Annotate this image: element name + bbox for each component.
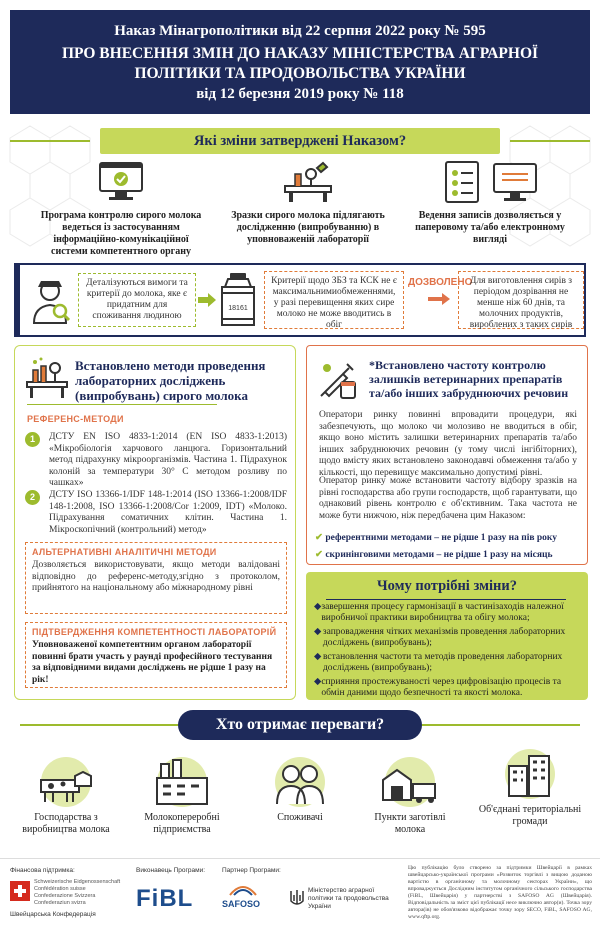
benefit-processors <box>128 756 236 836</box>
lab-competence-text: Уповноваженої компетентним органом лабораторії повинні брати участь у раунді професійного тестування за відповідними видами досліджень не рідше 1 разу на рік! <box>32 640 273 685</box>
somatic-criteria-text: Критерії щодо ЗБЗ та КСК не є максимальнимиобмеженнями, у разі перевищення яких сире молоко не може вводитись в обіг <box>271 276 397 330</box>
swiss-line: Confédération suisse <box>34 886 86 892</box>
milk-can-icon <box>218 271 258 329</box>
partner-label: Партнер Програми: <box>222 867 281 874</box>
benefit-label: Пункти заготівлі молока <box>374 812 446 835</box>
arrow-right-icon <box>198 293 216 307</box>
order-subtitle-line2: ПОЛІТИКИ ТА ПРОДОВОЛЬСТВА УКРАЇНИ <box>134 65 466 82</box>
benefit-label: Об'єднані територіальні громади <box>478 804 582 827</box>
benefit-consumers <box>252 756 348 824</box>
lab-microscope-icon <box>281 160 335 204</box>
residues-panel <box>306 345 588 565</box>
arrow-right-icon <box>428 293 450 305</box>
milk-criteria-text: Деталізуються вимоги та критерії до молока, яке є придатним для споживання людиною <box>86 278 188 321</box>
freq-item <box>315 532 587 543</box>
swiss-line: Schweizerische Eidgenossenschaft <box>34 879 121 885</box>
allowed-label: ДОЗВОЛЕНО <box>408 277 473 288</box>
alt-methods-text: Дозволяється використовувати, якщо методи валідовані відповідно до референс-методу,згідно з протоколом, прийнятого на національному або міжнародному рівні <box>32 560 280 593</box>
benefit-collection-points <box>360 756 460 836</box>
check-icon: ✔ <box>315 533 323 543</box>
lab-competence-box <box>25 622 287 688</box>
benefit-communities <box>474 748 586 828</box>
implementer-label: Виконавець Програми: <box>136 867 206 874</box>
changes-title: Які зміни затверджені Наказом? <box>193 133 407 149</box>
benefit-farms <box>14 756 118 836</box>
inspector-magnifier-icon <box>28 275 72 325</box>
truck-point-icon <box>375 756 445 808</box>
ref-method-1 <box>25 432 287 490</box>
document-checklist-icon <box>440 160 540 204</box>
bullet-icon: ◆ <box>314 602 322 612</box>
alt-methods-box <box>25 542 287 614</box>
bullet-icon: ◆ <box>314 627 322 637</box>
somatic-criteria-box <box>264 271 404 329</box>
swiss-flag-icon <box>10 881 30 901</box>
why-title: Чому потрібні зміни? <box>377 578 517 594</box>
change-item-lab <box>228 160 388 246</box>
order-subtitle-line1: ПРО ВНЕСЕННЯ ЗМІН ДО НАКАЗУ МІНІСТЕРСТВА АГРАРНОЇ <box>61 45 539 62</box>
methods-panel <box>14 345 296 700</box>
freq-item <box>315 549 587 560</box>
benefits-title-bar <box>178 710 422 740</box>
why-item-text: встановлення частоти та методів проведення лабораторних досліджень (випробувань); <box>322 652 563 673</box>
divider <box>326 599 566 600</box>
bullet-icon: ◆ <box>314 652 322 662</box>
farm-cow-icon <box>31 756 101 808</box>
disclaimer-text: Цю публікацію було створено за підтримки Швейцарії в рамках швейцарсько-української програми «Розвиток торгівлі з вищою доданою вартістю в органічному та молочному секторах України», що впроваджується Дослідним інститутом органічного сільського господарства (FiBL, Швейцарія) у партнерстві з SAFOSO AG (Швейцарія). Відповідальність за зміст цієї публікації несе виключно автор(и). Точка зору автора(ів) не обов'язково відображає точку зору SECO, FiBL, SAFOSO AG, www.qftp.org. <box>408 865 592 920</box>
benefit-label: Господарства з виробництва молока <box>22 812 110 835</box>
freq-text: референтними методами – не рідше 1 разу на пів року <box>325 533 558 543</box>
methods-title: Встановлено методи проведення лабораторних досліджень (випробувань) сирого молока <box>75 358 266 403</box>
consumers-icon <box>265 756 335 808</box>
order-title: Наказ Мінагрополітики від 22 серпня 2022 року № 595 <box>114 23 486 39</box>
swiss-line: Confederazione Svizzera <box>34 893 96 899</box>
ukraine-trident-icon <box>290 889 304 907</box>
cheese-exception-text: Для виготовлення сирів з періодом дозрівання не менше ніж 60 днів, та молочних продуктів, вироблених з таких сирів <box>469 276 573 330</box>
swiss-confederation-lines <box>34 879 120 907</box>
why-item-text: завершення процесу гармонізації в частинізаходів належної виробничої практики виробництва та обігу молока; <box>321 602 564 623</box>
change-item-records <box>410 160 570 246</box>
footer <box>0 858 600 940</box>
ref-method-number: 1 <box>25 432 40 447</box>
monitor-check-icon <box>97 160 145 204</box>
milk-criteria-box <box>78 273 196 327</box>
benefit-label: Споживачі <box>277 812 323 823</box>
safoso-logo: SAFOSO <box>222 899 261 909</box>
check-icon: ✔ <box>315 550 323 560</box>
order-date: від 12 березня 2019 року № 118 <box>196 86 404 102</box>
changes-title-bar <box>100 128 500 154</box>
ref-method-text: ДСТУ EN ISO 4833-1:2014 (EN ISO 4833-1:2013) «Мікробіологія харчового ланцюга. Горизонтальний метод підрахунку мікроорганізмів. Частина 1. Підрахунок колоній за температури 30° С методом розливу по чашках» <box>49 432 287 488</box>
why-item <box>314 652 584 674</box>
requirements-row <box>14 263 586 337</box>
lab-bench-icon <box>25 356 69 400</box>
change-item-text: Ведення записів дозволяється у паперовому та/або електронному вигляді <box>415 210 565 245</box>
change-item-ics <box>36 160 206 258</box>
divider <box>27 404 217 405</box>
divider <box>20 724 178 726</box>
header-banner <box>10 10 590 114</box>
ref-methods-heading: РЕФЕРЕНС-МЕТОДИ <box>27 414 124 424</box>
cheese-exception-box <box>458 271 584 329</box>
can-label: 18161 <box>228 305 248 312</box>
residues-title: *Встановлено частоту контролю залишків ветеринарних препаратів та/або інших забруднюючих речовин <box>369 358 569 400</box>
why-list <box>314 602 584 699</box>
ref-method-number: 2 <box>25 490 40 505</box>
why-item <box>314 677 584 699</box>
safoso-logo-icon <box>228 883 258 897</box>
residues-paragraph-2: Оператор ринку може встановити частоту відбору зразків на рівні господарства або групи господарств, щоб гарантувати, що однаковий рівень контролю є об'єктивним. Така частота не може бути нижчою, ніж передбачена цим Наказом: <box>319 476 577 521</box>
why-item <box>314 602 584 624</box>
ref-method-text: ДСТУ ISO 13366-1/IDF 148-1:2014 (ISO 13366-1:2008/IDF 148-1:2008, ISO 13366-1:2008/Cor 1:2009, IDT) «Молоко. Підрахування соматичних клітин. Частина 1. Мікроскопічний (контрольний) метод» <box>49 490 287 535</box>
bullet-icon: ◆ <box>314 677 322 687</box>
freq-text: скринінговими методами – не рідше 1 разу на місяць <box>325 550 553 560</box>
community-icon <box>495 748 565 800</box>
swiss-ua: Швейцарська Конфедерація <box>10 911 96 918</box>
ref-method-2 <box>25 490 287 536</box>
change-item-text: Зразки сирого молока підлягають дослідженню (випробуванню) в уповноваженій лабораторії <box>231 210 385 245</box>
divider <box>422 724 580 726</box>
benefit-label: Молокопереробні підприємства <box>144 812 220 835</box>
support-label: Фінансова підтримка: <box>10 867 75 874</box>
alt-methods-heading: АЛЬТЕРНАТИВНІ АНАЛІТИЧНІ МЕТОДИ <box>32 547 217 557</box>
why-item-text: запровадження чітких механізмів проведення лабораторних досліджень (випробувань); <box>322 627 566 648</box>
benefits-title: Хто отримає переваги? <box>215 716 385 733</box>
syringe-pills-icon <box>317 356 361 400</box>
ministry-name: Міністерство аграрної політики та продовольства України <box>308 887 389 910</box>
why-panel <box>306 572 588 700</box>
change-item-text: Програма контролю сирого молока ведеться із застосуванням інформаційно-комунікаційної системи компетентного органу <box>40 210 202 257</box>
lab-competence-heading: ПІДТВЕРДЖЕННЯ КОМПЕТЕНТНОСТІ ЛАБОРАТОРІЙ <box>32 627 277 637</box>
factory-icon <box>147 756 217 808</box>
why-item-text: сприяння простежуваності через цифровізацію процесів та обмін даними щодо безпечності та якості молока. <box>321 677 562 698</box>
why-item <box>314 627 584 649</box>
fibl-logo: FiBL <box>136 885 194 912</box>
swiss-line: Confederaziun svizra <box>34 900 86 906</box>
residues-paragraph-1: Оператори ринку повинні впровадити процедури, які забезпечують, що молоко чи молозиво не вводиться в обіг, якщо воно містить залишки ветеринарних препаратів та/або інших забруднюючих речовин (у тому числі інгібіторних), щодо вмісту яких встановлено законодавчі обмеження та/або у кількості, що перевищує максимально допустимі рівні. <box>319 410 577 478</box>
